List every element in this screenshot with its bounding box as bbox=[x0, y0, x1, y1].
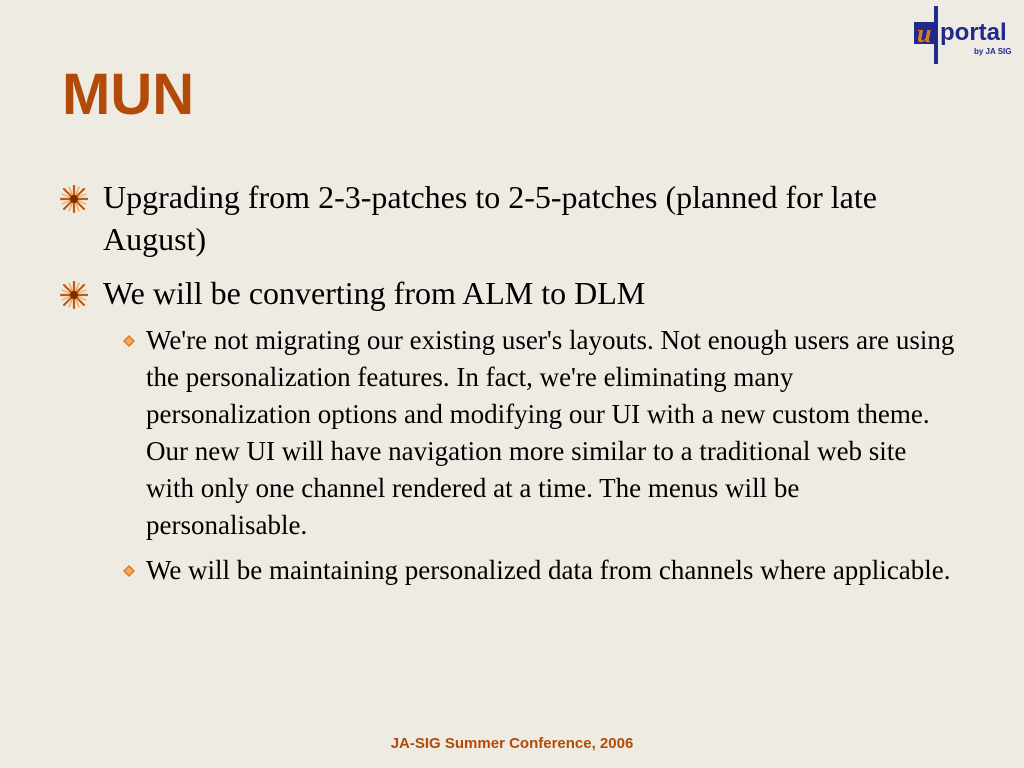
uportal-logo bbox=[912, 4, 1022, 66]
logo-byline: by JA SIG bbox=[974, 47, 1012, 56]
star-burst-icon bbox=[60, 281, 88, 309]
bullet-text: We will be converting from ALM to DLM bbox=[103, 275, 646, 311]
bullet-item-upgrade bbox=[60, 176, 980, 260]
slide-title: MUN bbox=[62, 62, 195, 127]
bullet-text: Upgrading from 2-3-patches to 2-5-patches (planned for late August) bbox=[103, 179, 877, 257]
sub-bullet-text: We're not migrating our existing user's layouts. Not enough users are using the personalization features. In fact, we're eliminating many personalization options and modifying our UI with a new custom theme. Our new UI will have navigation more similar to a traditional web site with only one channel rendered at a time. The menus will be personalisable. bbox=[146, 325, 955, 540]
star-burst-icon bbox=[60, 185, 88, 213]
logo-portal: portal bbox=[940, 19, 1007, 46]
sub-bullet-text: We will be maintaining personalized data from channels where applicable. bbox=[146, 555, 951, 585]
slide-footer: JA-SIG Summer Conference, 2006 bbox=[390, 735, 634, 752]
sub-bullet-item-layouts bbox=[120, 322, 956, 544]
sub-bullet-list bbox=[120, 322, 980, 589]
logo-u: u bbox=[917, 19, 932, 48]
bullet-item-convert bbox=[60, 272, 980, 314]
bullet-list bbox=[60, 176, 980, 597]
diamond-bullet-icon bbox=[123, 335, 135, 347]
diamond-bullet-icon bbox=[123, 565, 135, 577]
sub-bullet-item-data bbox=[120, 552, 956, 589]
